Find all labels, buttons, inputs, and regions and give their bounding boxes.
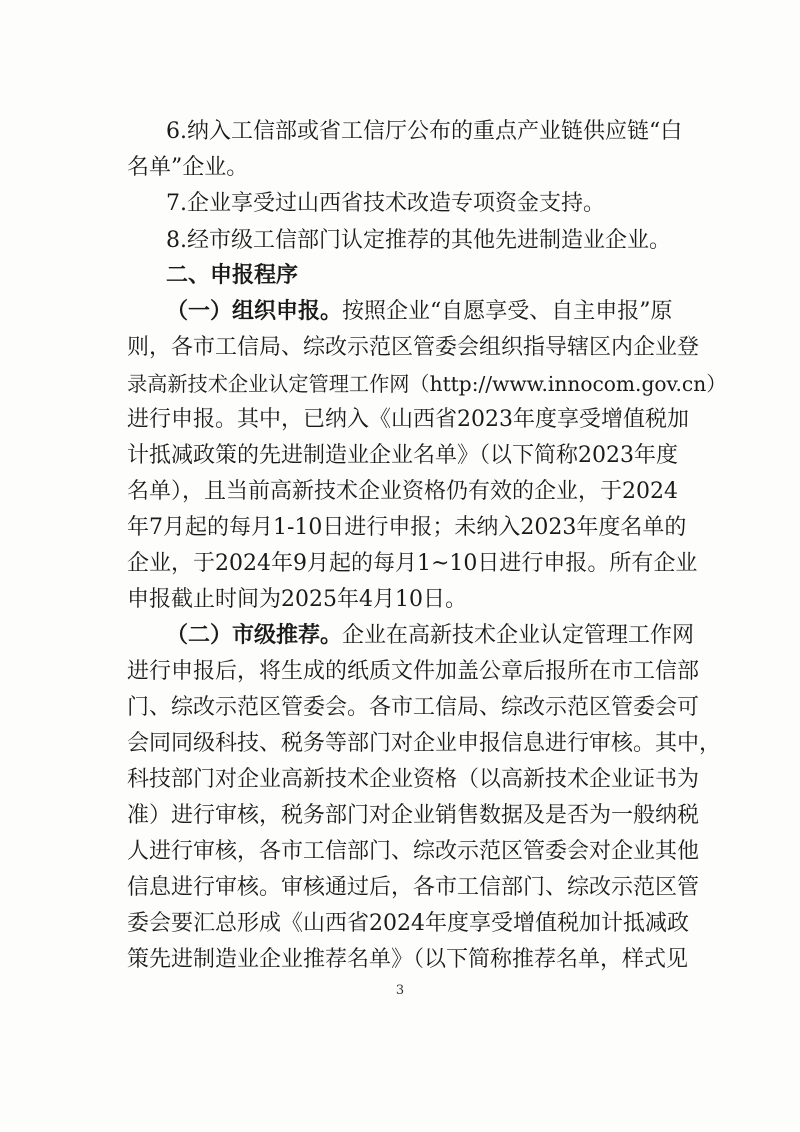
subsection-1-line-1 [166, 297, 726, 327]
subsection-1-line-3 [127, 369, 727, 399]
paragraph-text: 名单），且当前高新技术企业资格仍有效的企业，于2024 [127, 479, 678, 504]
paragraph-text: 计抵减政策的先进制造业企业名单》（以下简称2023年度 [127, 443, 678, 468]
subsection-2-line-4 [127, 729, 727, 759]
subsection-2-line-7 [127, 837, 727, 867]
subsection-2-line-6 [127, 801, 727, 831]
paragraph-text: 科技部门对企业高新技术企业资格（以高新技术企业证书为 [127, 767, 700, 792]
paragraph-text: 录高新技术企业认定管理工作网（http://www.innocom.gov.cn） [127, 372, 727, 396]
section-heading-application-procedure [166, 261, 726, 291]
paragraph-text: 进行申报。其中，已纳入《山西省2023年度享受增值税加 [127, 407, 689, 432]
subsection-2-line-10 [127, 945, 727, 975]
subsection-2-text: 企业在高新技术企业认定管理工作网 [342, 623, 695, 648]
item-8-line [166, 226, 726, 256]
paragraph-text: 申报截止时间为2025年4月10日。 [127, 587, 467, 612]
paragraph-text: 委会要汇总形成《山西省2024年度享受增值税加计抵减政 [127, 911, 689, 936]
item-7-line [166, 189, 726, 219]
subsection-2-line-5 [127, 765, 727, 795]
subsection-1-line-2 [127, 333, 727, 363]
paragraph-text: 策先进制造业企业推荐名单》（以下简称推荐名单，样式见 [127, 947, 689, 972]
subsection-1-line-9 [127, 585, 727, 615]
subsection-1-line-6 [127, 477, 727, 507]
subsection-2-title: （二）市级推荐。 [166, 623, 343, 648]
subsection-2-line-1 [166, 621, 726, 651]
page-number: 3 [395, 983, 405, 998]
paragraph-text: 人进行审核，各市工信部门、综改示范区管委会对企业其他 [127, 839, 700, 864]
item-8-text: 8.经市级工信部门认定推荐的其他先进制造业企业。 [166, 228, 671, 253]
item-6-line-2 [127, 153, 727, 183]
item-6-text: 6.纳入工信部或省工信厅公布的重点产业链供应链“白 [166, 119, 683, 144]
subsection-1-line-8 [127, 549, 727, 579]
item-6-text-cont: 名单”企业。 [127, 155, 249, 180]
paragraph-text: 门、综改示范区管委会。各市工信局、综改示范区管委会可 [127, 695, 700, 720]
paragraph-text: 信息进行审核。审核通过后，各市工信部门、综改示范区管 [127, 875, 700, 900]
paragraph-text: 准）进行审核，税务部门对企业销售数据及是否为一般纳税 [127, 803, 700, 828]
subsection-2-line-9 [127, 909, 727, 939]
subsection-1-line-5 [127, 441, 727, 471]
item-6-line-1 [166, 117, 726, 147]
subsection-1-line-7 [127, 513, 727, 543]
paragraph-text: 进行申报后，将生成的纸质文件加盖公章后报所在市工信部 [127, 659, 700, 684]
subsection-1-title: （一）组织申报。 [166, 299, 343, 324]
item-7-text: 7.企业享受过山西省技术改造专项资金支持。 [166, 191, 605, 216]
paragraph-text: 则，各市工信局、综改示范区管委会组织指导辖区内企业登 [127, 335, 700, 360]
subsection-1-line-4 [127, 405, 727, 435]
paragraph-text: 年7月起的每月1-10日进行申报；未纳入2023年度名单的 [127, 515, 687, 540]
paragraph-text: 企业，于2024年9月起的每月1~10日进行申报。所有企业 [127, 551, 698, 576]
section-heading-text: 二、申报程序 [166, 263, 299, 288]
subsection-2-line-8 [127, 873, 727, 903]
paragraph-text: 会同同级科技、税务等部门对企业申报信息进行审核。其中， [127, 731, 722, 756]
subsection-1-text: 按照企业“自愿享受、自主申报”原 [342, 299, 673, 324]
subsection-2-line-3 [127, 693, 727, 723]
subsection-2-line-2 [127, 657, 727, 687]
